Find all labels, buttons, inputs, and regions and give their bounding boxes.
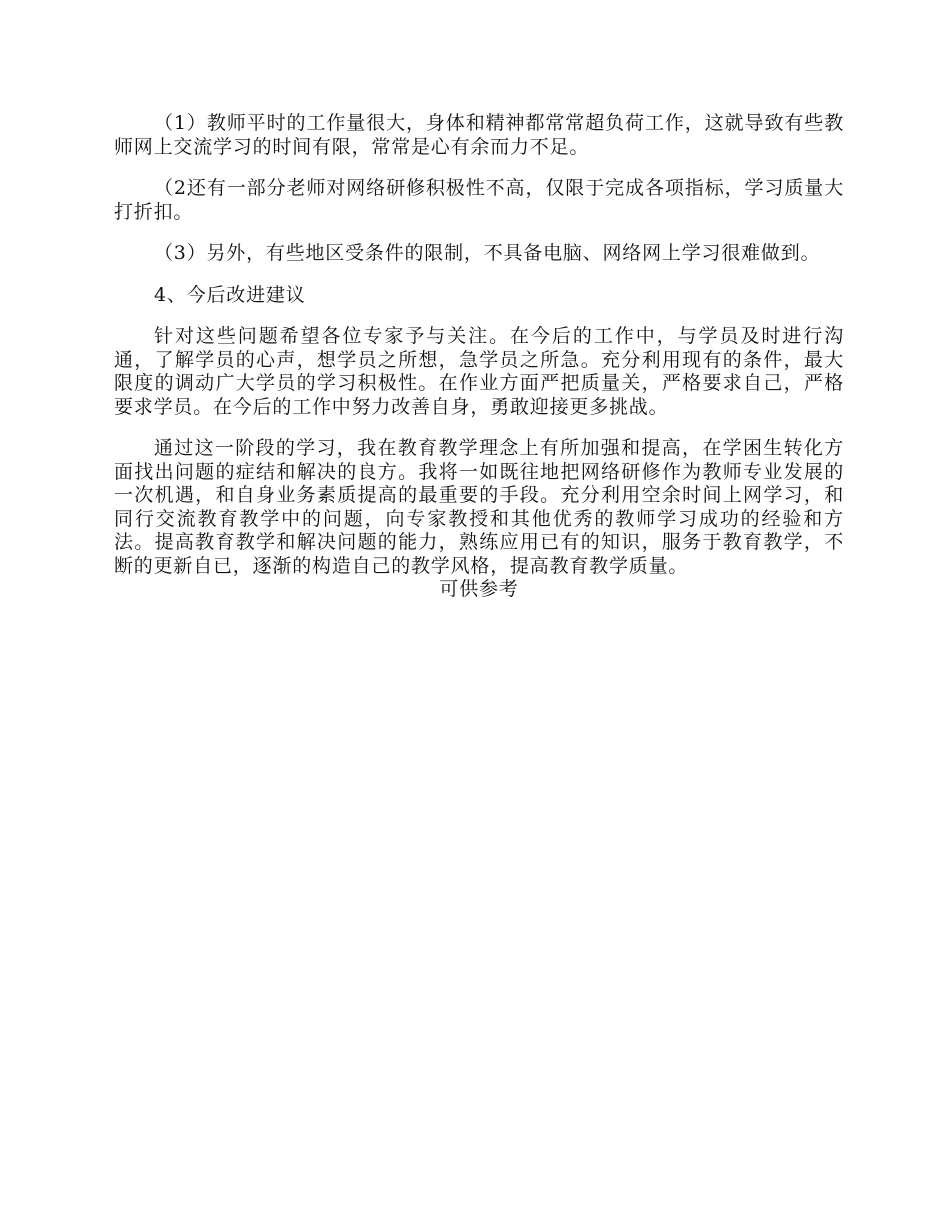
paragraph-conditions: （3）另外，有些地区受条件的限制，不具备电脑、网络网上学习很难做到。 <box>154 242 821 264</box>
section-heading-improvements: 4、今后改进建议 <box>154 283 306 306</box>
paragraph-workload: （1）教师平时的工作量很大，身体和精神都常常超负荷工作，这就导致有些教师网上交流学习的时间有限，常常是心有余而力不足。 <box>114 112 844 158</box>
footer-note: 可供参考 <box>439 578 519 600</box>
paragraph-enthusiasm: （2还有一部分老师对网络研修积极性不高，仅限于完成各项指标，学习质量大打折扣。 <box>114 177 844 223</box>
paragraph-suggestions: 针对这些问题希望各位专家予与关注。在今后的工作中，与学员及时进行沟通，了解学员的心声，想学员之所想，急学员之所急。充分利用现有的条件，最大限度的调动广大学员的学习积极性。在作业方面严把质量关，严格要求自己，严格要求学员。在今后的工作中努力改善自身，勇敢迎接更多挑战。 <box>114 325 844 418</box>
paragraph-summary: 通过这一阶段的学习，我在教育教学理念上有所加强和提高，在学困生转化方面找出问题的症结和解决的良方。我将一如既往地把网络研修作为教师专业发展的一次机遇，和自身业务素质提高的最重要的手段。充分利用空余时间上网学习，和同行交流教育教学中的问题，向专家教授和其他优秀的教师学习成功的经验和方法。提高教育教学和解决问题的能力，熟练应用已有的知识，服务于教育教学，不断的更新自已，逐渐的构造自己的教学风格，提高教育教学质量。 <box>114 437 844 577</box>
document-page <box>114 112 844 602</box>
